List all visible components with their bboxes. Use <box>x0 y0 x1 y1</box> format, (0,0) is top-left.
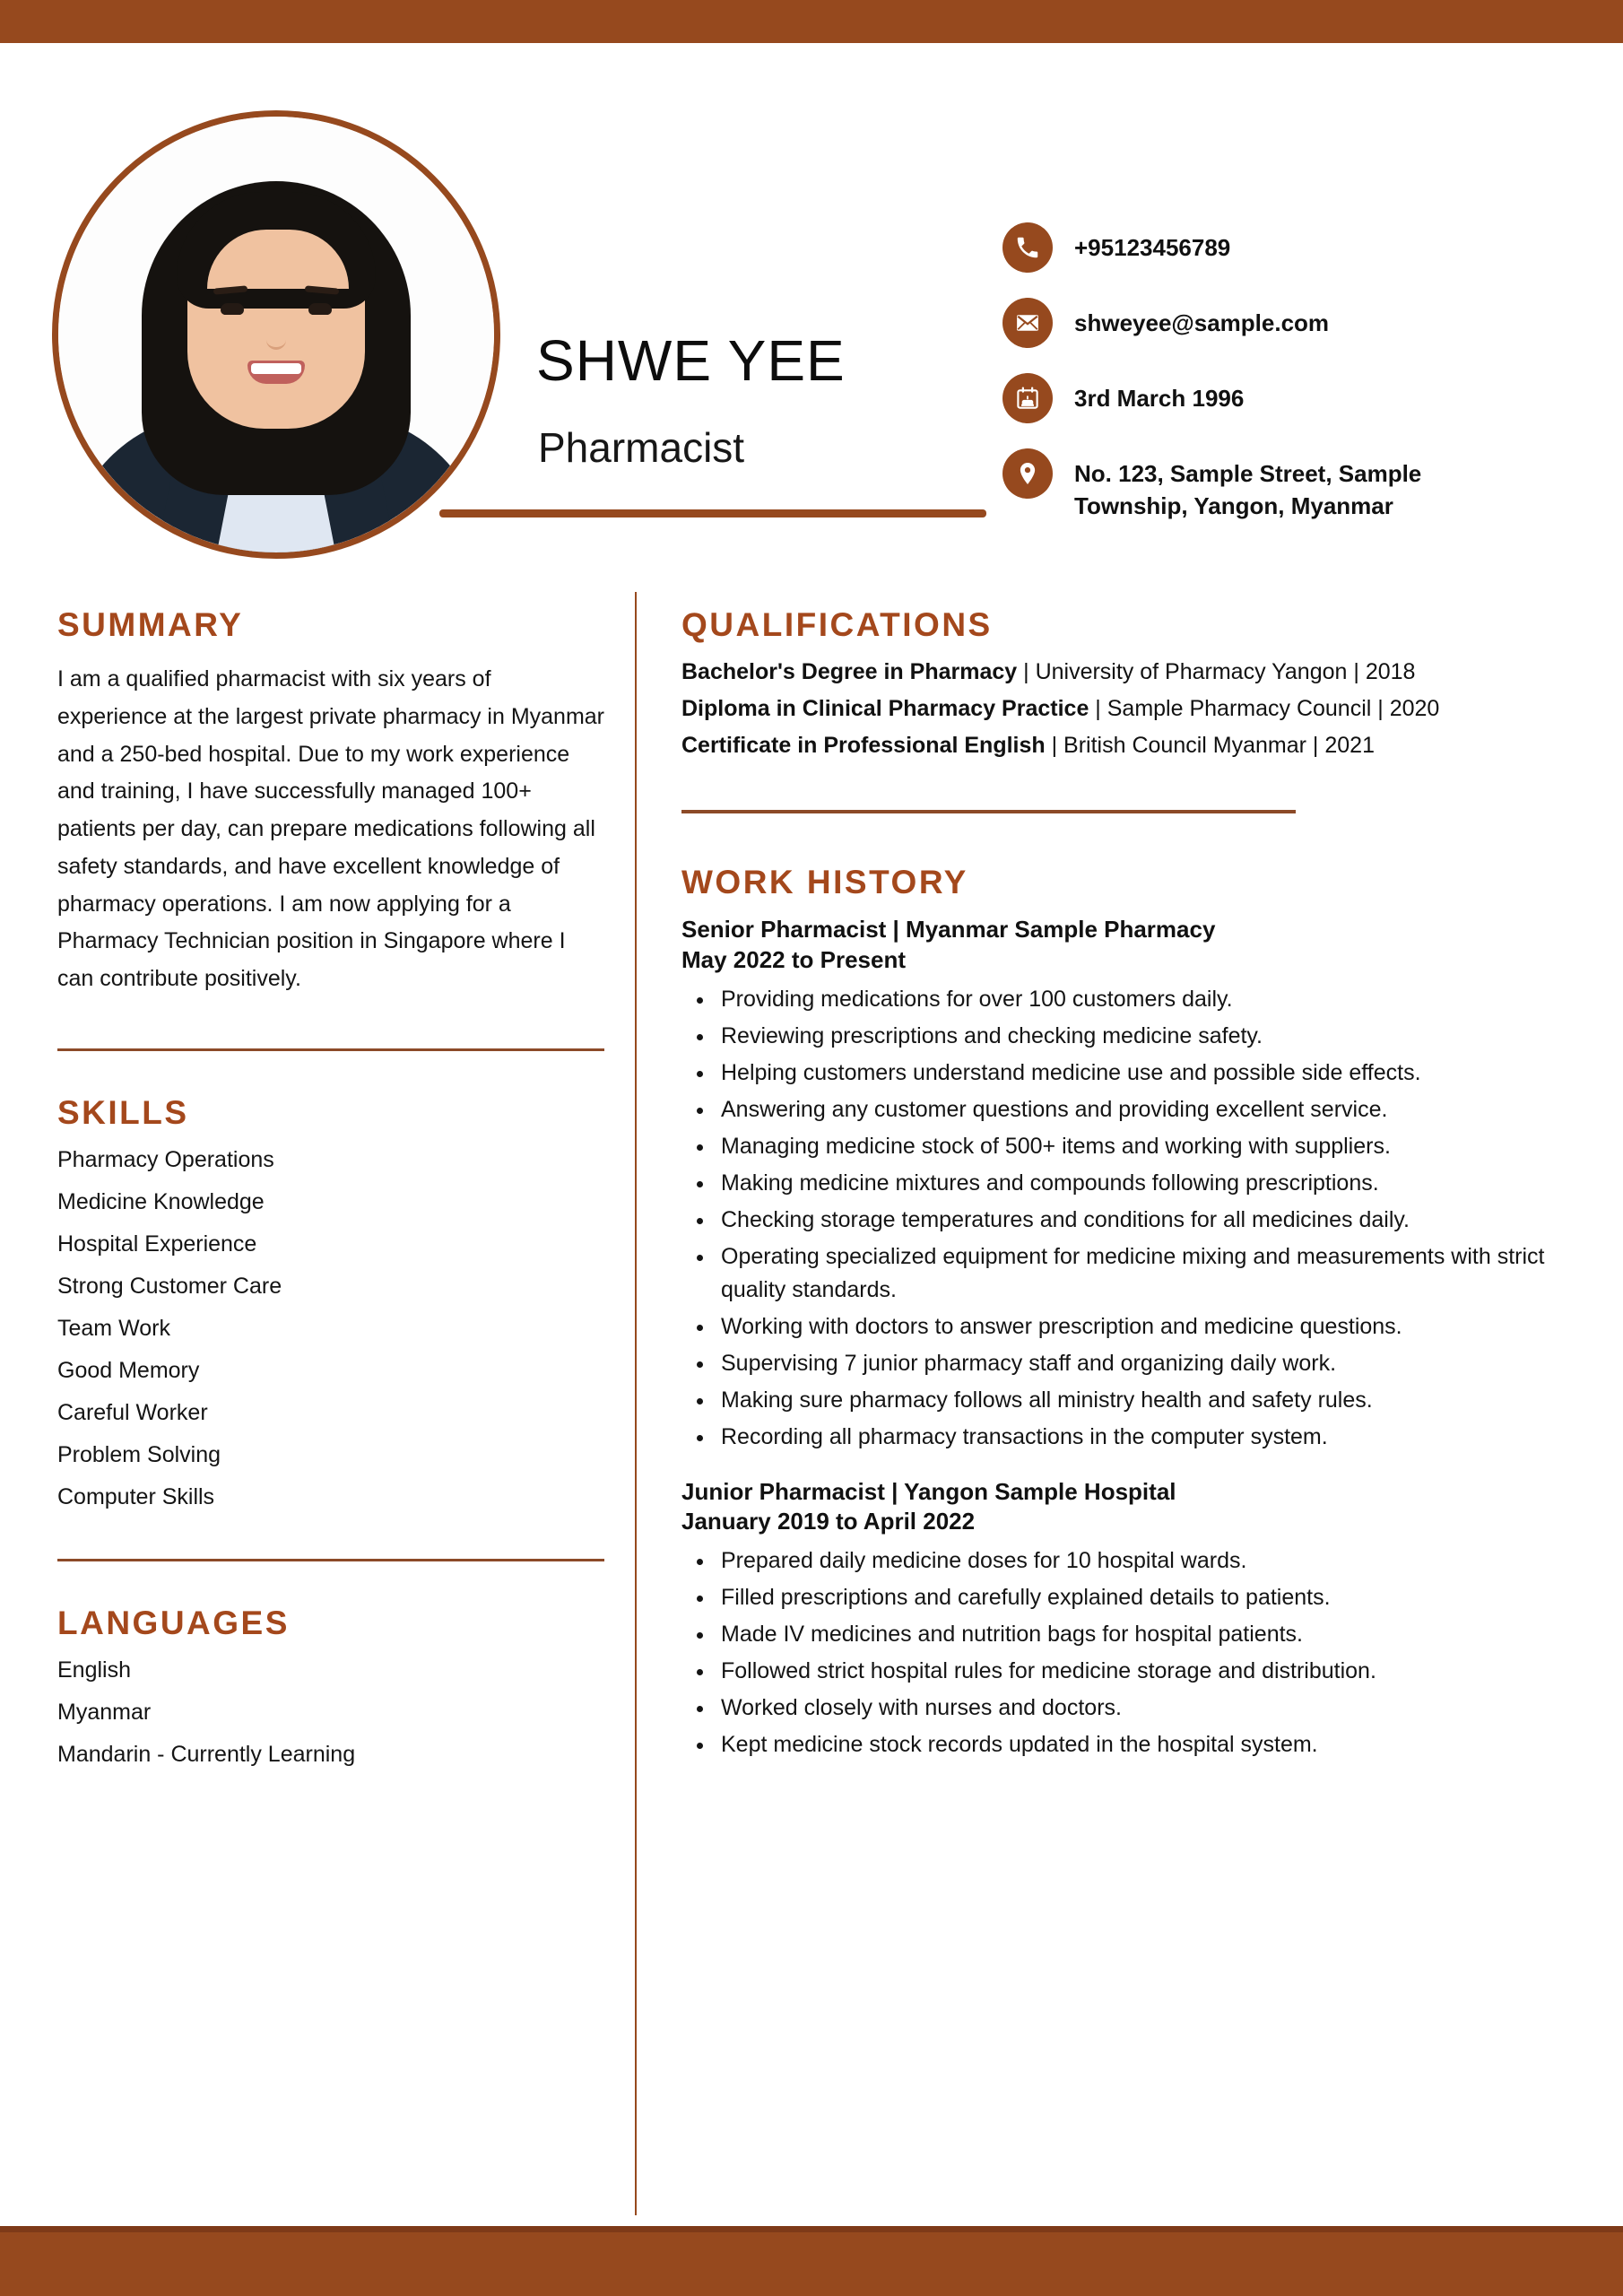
qualification-item <box>681 731 1569 760</box>
contact-address-value: No. 123, Sample Street, Sample Township, Yangon, Myanmar <box>1074 460 1422 520</box>
resume-header <box>0 43 1623 581</box>
qualification-year: 2018 <box>1365 659 1416 684</box>
contact-row-email <box>1002 298 1576 348</box>
list-item: Team Work <box>57 1315 170 1341</box>
qualification-separator: | <box>1371 696 1390 721</box>
list-item: Good Memory <box>57 1357 200 1383</box>
qualification-separator: | <box>1306 733 1325 758</box>
section-title-qualifications: QUALIFICATIONS <box>681 606 993 643</box>
list-item: Pharmacy Operations <box>57 1146 274 1172</box>
list-item: • Managing medicine stock of 500+ items and working with suppliers. <box>716 1130 1569 1163</box>
work-entry-heading: Senior Pharmacist | Myanmar Sample Pharmacy <box>681 916 1216 943</box>
location-icon <box>1002 448 1053 499</box>
work-entry-bullets <box>716 983 1569 1454</box>
section-title-languages: LANGUAGES <box>57 1604 290 1641</box>
list-item: Careful Worker <box>57 1399 208 1425</box>
avatar <box>52 110 500 559</box>
work-entry <box>681 915 1569 1454</box>
list-item: • Answering any customer questions and providing excellent service. <box>716 1093 1569 1126</box>
list-item: • Followed strict hospital rules for medicine storage and distribution. <box>716 1655 1569 1688</box>
list-item: • Supervising 7 junior pharmacy staff and organizing daily work. <box>716 1347 1569 1380</box>
portrait-photo <box>58 117 494 552</box>
list-item: Myanmar <box>57 1699 152 1725</box>
contact-phone-value: +95123456789 <box>1074 234 1231 261</box>
page-title: SHWE YEE <box>536 328 846 393</box>
list-item: • Prepared daily medicine doses for 10 hospital wards. <box>716 1544 1569 1578</box>
qualification-separator: | <box>1045 733 1064 758</box>
contact-row-birthday <box>1002 373 1576 423</box>
languages-list <box>57 1659 604 1766</box>
contact-email-value: shweyee@sample.com <box>1074 309 1330 336</box>
work-entry-heading: Junior Pharmacist | Yangon Sample Hospital <box>681 1477 1176 1505</box>
job-role-subtitle: Pharmacist <box>538 424 745 471</box>
header-rule <box>439 509 986 517</box>
list-item: • Helping customers understand medicine use and possible side effects. <box>716 1057 1569 1090</box>
list-item: Mandarin - Currently Learning <box>57 1741 356 1767</box>
qualification-institution: University of Pharmacy Yangon <box>1035 659 1348 684</box>
section-divider <box>57 1048 604 1051</box>
skills-list <box>57 1146 604 1509</box>
qualification-separator: | <box>1017 659 1036 684</box>
qualification-institution: British Council Myanmar <box>1063 733 1306 758</box>
list-item: • Making medicine mixtures and compounds following prescriptions. <box>716 1167 1569 1200</box>
list-item: Medicine Knowledge <box>57 1188 265 1214</box>
list-item: • Kept medicine stock records updated in the hospital system. <box>716 1728 1569 1761</box>
contact-birthday-value: 3rd March 1996 <box>1074 385 1245 412</box>
qualification-year: 2020 <box>1389 696 1440 721</box>
qualification-degree: Diploma in Clinical Pharmacy Practice <box>681 696 1089 721</box>
qualification-degree: Certificate in Professional English <box>681 733 1046 758</box>
contact-list <box>1002 222 1576 548</box>
qualification-separator: | <box>1347 659 1366 684</box>
top-accent-bar <box>0 0 1623 43</box>
column-divider <box>635 592 637 2215</box>
phone-icon <box>1002 222 1053 273</box>
bottom-accent-bar <box>0 2226 1623 2296</box>
work-entry-dates: January 2019 to April 2022 <box>681 1508 976 1535</box>
list-item: Computer Skills <box>57 1483 215 1509</box>
email-icon <box>1002 298 1053 348</box>
right-column <box>681 608 1569 1765</box>
birthday-icon <box>1002 373 1053 423</box>
left-column <box>57 608 604 1786</box>
list-item: • Worked closely with nurses and doctors. <box>716 1692 1569 1725</box>
list-item: • Operating specialized equipment for medicine mixing and measurements with strict quality standards. <box>716 1240 1569 1307</box>
section-title-summary: SUMMARY <box>57 606 244 643</box>
qualification-item <box>681 694 1569 723</box>
work-entry-bullets <box>716 1544 1569 1761</box>
list-item: • Providing medications for over 100 customers daily. <box>716 983 1569 1016</box>
list-item: • Made IV medicines and nutrition bags for hospital patients. <box>716 1618 1569 1651</box>
list-item: • Working with doctors to answer prescription and medicine questions. <box>716 1310 1569 1344</box>
list-item: Problem Solving <box>57 1441 221 1467</box>
list-item: Hospital Experience <box>57 1231 257 1257</box>
section-title-work-history: WORK HISTORY <box>681 864 968 900</box>
list-item: • Making sure pharmacy follows all ministry health and safety rules. <box>716 1384 1569 1417</box>
section-title-skills: SKILLS <box>57 1093 189 1131</box>
contact-row-address <box>1002 448 1576 523</box>
list-item: English <box>57 1657 131 1683</box>
qualification-institution: Sample Pharmacy Council <box>1107 696 1372 721</box>
work-entry <box>681 1477 1569 1762</box>
qualification-year: 2021 <box>1324 733 1375 758</box>
list-item: • Filled prescriptions and carefully explained details to patients. <box>716 1581 1569 1614</box>
qualification-item <box>681 657 1569 686</box>
qualification-degree: Bachelor's Degree in Pharmacy <box>681 659 1018 684</box>
summary-text: I am a qualified pharmacist with six years of experience at the largest private pharmacy in Myanmar and a 250-bed hospital. Due to my work experience and training, I have successfully managed 100+ patients per day, can prepare medications following all safety standards, and have excellent knowledge of pharmacy operations. I am now applying for a Pharmacy Technician position in Singapore where I can contribute positively. <box>57 666 605 991</box>
qualification-separator: | <box>1089 696 1107 721</box>
section-divider <box>57 1559 604 1561</box>
list-item: • Recording all pharmacy transactions in the computer system. <box>716 1421 1569 1454</box>
list-item: Strong Customer Care <box>57 1273 282 1299</box>
contact-row-phone <box>1002 222 1576 273</box>
list-item: • Checking storage temperatures and conditions for all medicines daily. <box>716 1204 1569 1237</box>
work-entry-dates: May 2022 to Present <box>681 945 907 973</box>
list-item: • Reviewing prescriptions and checking medicine safety. <box>716 1020 1569 1053</box>
section-divider <box>681 810 1296 813</box>
